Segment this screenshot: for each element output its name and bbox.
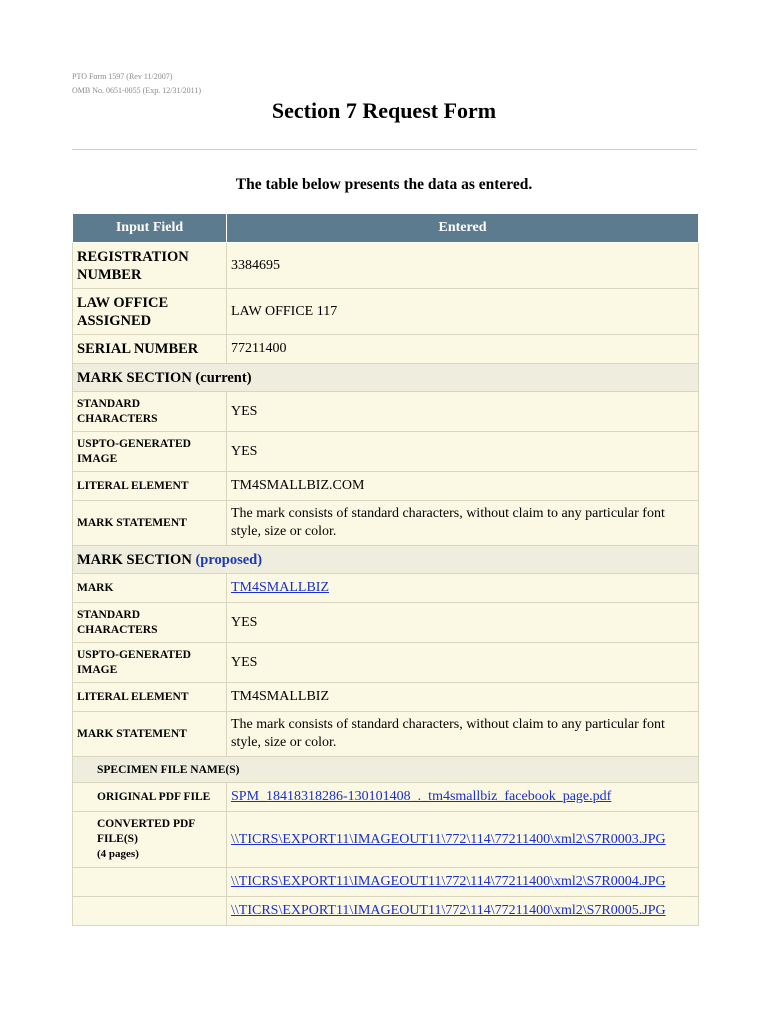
empty-label-cell	[73, 868, 227, 897]
converted-pdf-page-count: (4 pages)	[97, 848, 139, 860]
proposed-mark-link[interactable]: TM4SMALLBIZ	[231, 580, 329, 595]
current-uspto-image-label: USPTO-GENERATED IMAGE	[73, 432, 227, 472]
table-row	[73, 603, 699, 643]
form-meta	[72, 70, 201, 98]
header-entered: Entered	[227, 214, 699, 243]
table-row	[73, 243, 699, 289]
table-row	[73, 501, 699, 546]
section-row-specimen	[73, 757, 699, 783]
current-mark-statement-value: The mark consists of standard characters, without claim to any particular font style, size or color.	[227, 501, 699, 546]
specimen-file-names-title: SPECIMEN FILE NAME(S)	[73, 757, 699, 783]
proposed-literal-element-label: LITERAL ELEMENT	[73, 683, 227, 712]
mark-section-current-title: MARK SECTION (current)	[73, 364, 699, 392]
omb-number: OMB No. 0651-0055 (Exp. 12/31/2011)	[72, 86, 202, 95]
current-literal-element-label: LITERAL ELEMENT	[73, 472, 227, 501]
table-row	[73, 335, 699, 364]
table-row	[73, 289, 699, 335]
registration-number-value: 3384695	[227, 243, 699, 289]
request-data-table	[72, 213, 699, 926]
page-title: Section 7 Request Form	[271, 98, 497, 123]
table-row	[73, 392, 699, 432]
converted-file-cell	[227, 812, 699, 868]
original-pdf-label: ORIGINAL PDF FILE	[73, 783, 227, 812]
table-row	[73, 897, 699, 926]
section-row-current	[73, 364, 699, 392]
table-row	[73, 783, 699, 812]
current-uspto-image-value: YES	[227, 432, 699, 472]
proposed-mark-statement-label: MARK STATEMENT	[73, 712, 227, 757]
title-divider	[72, 149, 697, 150]
original-pdf-cell	[227, 783, 699, 812]
mark-section-proposed-prefix: MARK SECTION	[77, 551, 192, 568]
table-row	[73, 712, 699, 757]
proposed-standard-characters-value: YES	[227, 603, 699, 643]
current-standard-characters-label: STANDARD CHARACTERS	[73, 392, 227, 432]
current-literal-element-value: TM4SMALLBIZ.COM	[227, 472, 699, 501]
original-pdf-link[interactable]: SPM_18418318286-130101408_._tm4smallbiz_facebook_page.pdf	[231, 789, 612, 804]
converted-file-cell	[227, 868, 699, 897]
law-office-label: LAW OFFICE ASSIGNED	[73, 289, 227, 335]
intro-text: The table below presents the data as entered.	[235, 176, 533, 193]
serial-number-value: 77211400	[227, 335, 699, 364]
proposed-mark-statement-value: The mark consists of standard characters, without claim to any particular font style, size or color.	[227, 712, 699, 757]
table-row	[73, 683, 699, 712]
converted-file-link-2[interactable]: \\TICRS\EXPORT11\IMAGEOUT11\772\114\77211400\xml2\S7R0004.JPG	[231, 874, 666, 889]
converted-file-cell	[227, 897, 699, 926]
table-row	[73, 574, 699, 603]
table-row	[73, 472, 699, 501]
table-row	[73, 643, 699, 683]
mark-section-proposed-title	[73, 546, 699, 574]
registration-number-label: REGISTRATION NUMBER	[73, 243, 227, 289]
current-mark-statement-label: MARK STATEMENT	[73, 501, 227, 546]
proposed-mark-cell	[227, 574, 699, 603]
converted-pdf-label: CONVERTED PDF FILE(S)	[97, 818, 195, 845]
table-row	[73, 812, 699, 868]
table-row	[73, 868, 699, 897]
proposed-standard-characters-label: STANDARD CHARACTERS	[73, 603, 227, 643]
empty-label-cell	[73, 897, 227, 926]
proposed-mark-label: MARK	[73, 574, 227, 603]
table-header-row	[73, 214, 699, 243]
proposed-literal-element-value: TM4SMALLBIZ	[227, 683, 699, 712]
converted-file-link-1[interactable]: \\TICRS\EXPORT11\IMAGEOUT11\772\114\77211400\xml2\S7R0003.JPG	[231, 831, 666, 847]
form-number: PTO Form 1597 (Rev 11/2007)	[72, 72, 173, 81]
law-office-value: LAW OFFICE 117	[227, 289, 699, 335]
header-input-field: Input Field	[73, 214, 227, 243]
converted-file-link-3[interactable]: \\TICRS\EXPORT11\IMAGEOUT11\772\114\77211400\xml2\S7R0005.JPG	[231, 903, 666, 918]
proposed-uspto-image-value: YES	[227, 643, 699, 683]
section-row-proposed	[73, 546, 699, 574]
converted-pdf-label-cell	[73, 812, 227, 868]
table-row	[73, 432, 699, 472]
proposed-tag: (proposed)	[195, 551, 263, 568]
current-standard-characters-value: YES	[227, 392, 699, 432]
serial-number-label: SERIAL NUMBER	[73, 335, 227, 364]
proposed-uspto-image-label: USPTO-GENERATED IMAGE	[73, 643, 227, 683]
